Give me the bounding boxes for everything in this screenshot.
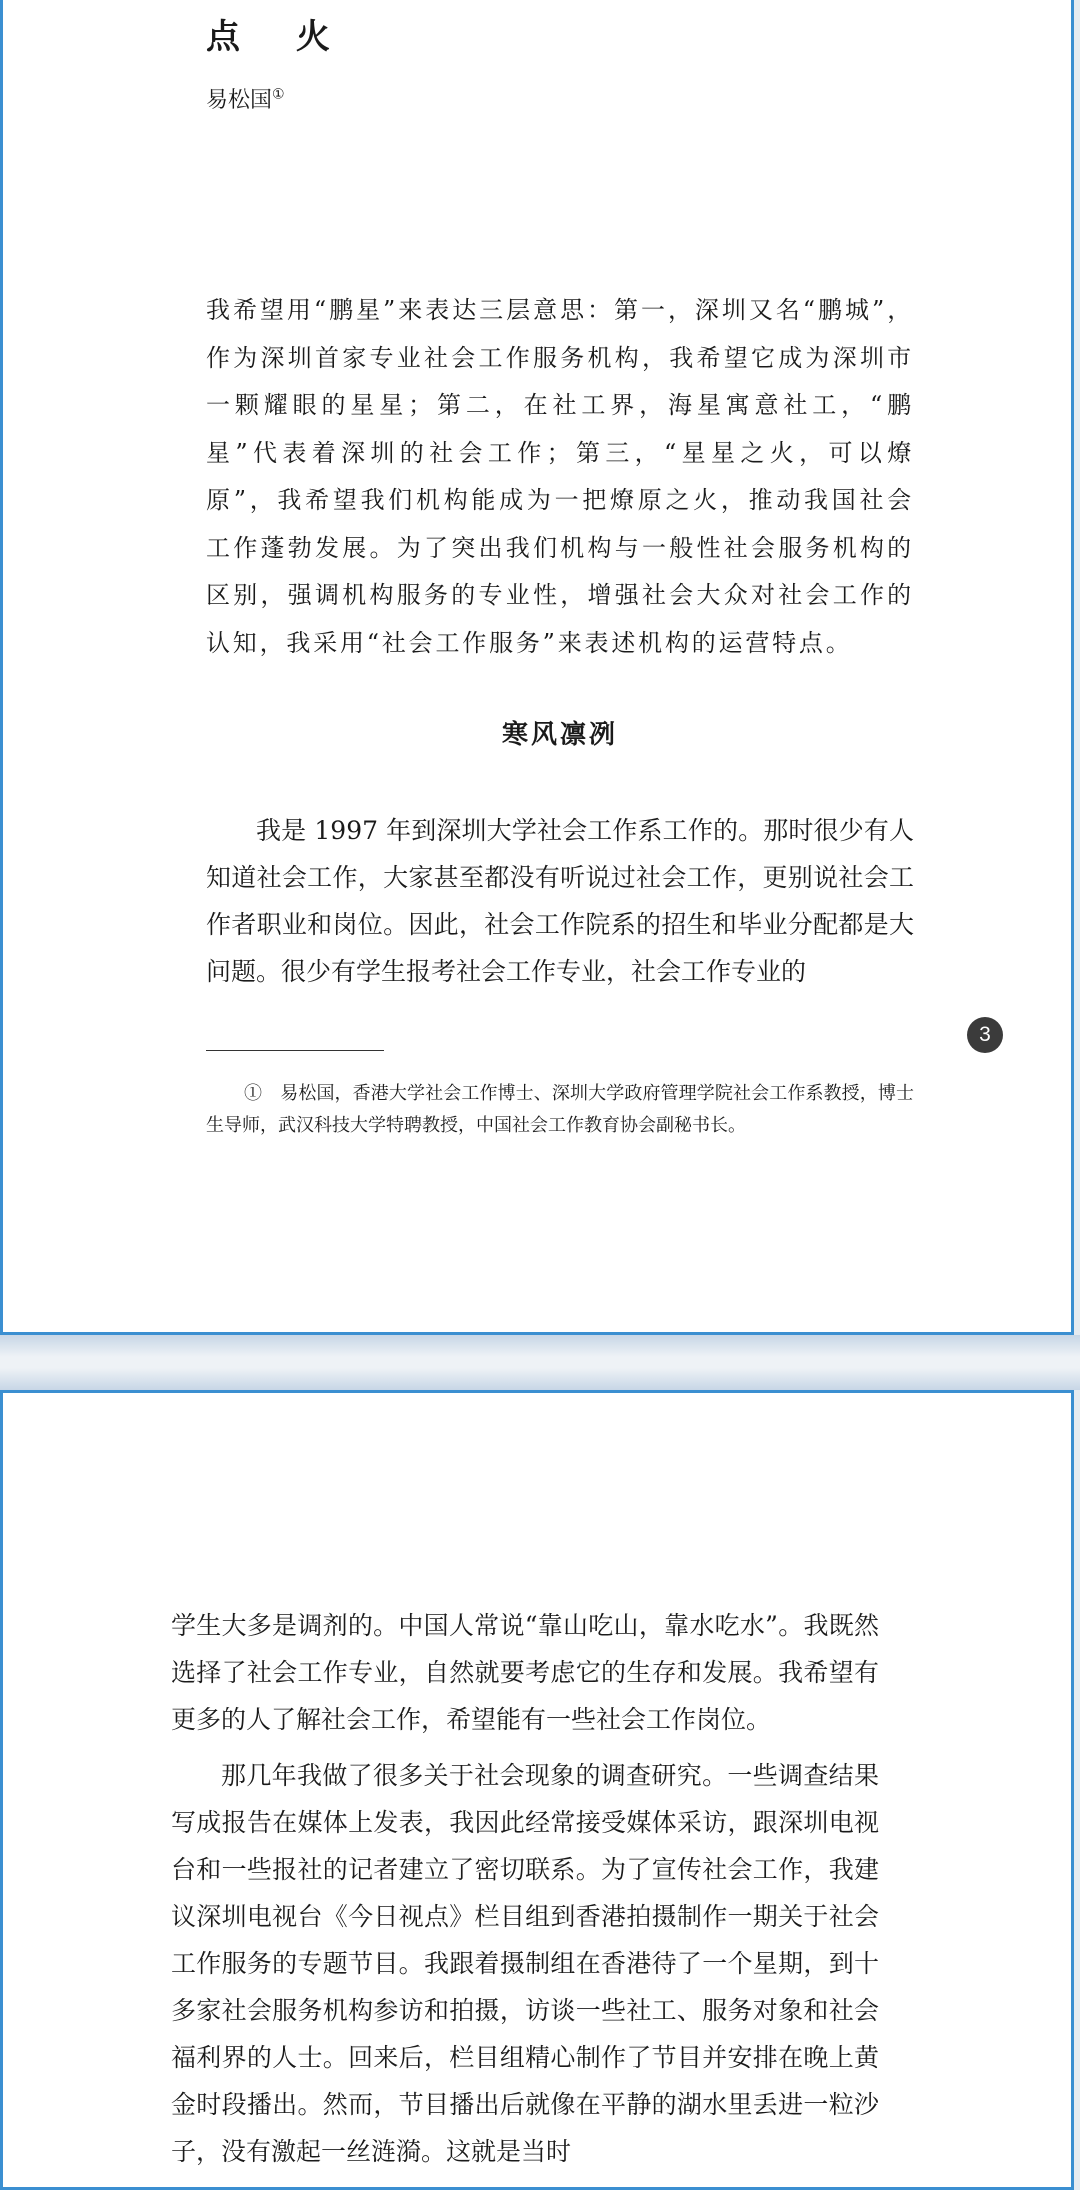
section-heading: 寒风凛冽: [501, 720, 618, 750]
intro-paragraph: 我希望用“鹏星”来表达三层意思：第一，深圳又名“鹏城”，作为深圳首家专业社会工作服务机构，我希望它成为深圳市一颗耀眼的星星；第二，在社工界，海星寓意社工，“鹏星”代表着深圳的社会工作；第三，“星星之火，可以燎原”，我希望我们机构能成为一把燎原之火，推动我国社会工作蓬勃发展。为了突出我们机构与一般性社会服务机构的区别，强调机构服务的专业性，增强社会大众对社会工作的认知，我采用“社会工作服务”来表述机构的运营特点。: [206, 296, 914, 657]
body-paragraph: 我是 1997 年到深圳大学社会工作系工作的。那时很少有人知道社会工作，大家甚至都没有听说过社会工作，更别说社会工作者职业和岗位。因此，社会工作院系的招生和毕业分配都是大问题。很少有学生报考社会工作专业，社会工作专业的: [206, 816, 914, 986]
page-number-badge: 3: [967, 1017, 1003, 1053]
footnote-divider: [206, 1050, 384, 1051]
page-gap: [0, 1335, 1080, 1390]
body-paragraph-continued: 学生大多是调剂的。中国人常说“靠山吃山，靠水吃水”。我既然选择了社会工作专业，自然就要考虑它的生存和发展。我希望有更多的人了解社会工作，希望能有一些社会工作岗位。: [171, 1611, 879, 1734]
footnote: ① 易松国，香港大学社会工作博士、深圳大学政府管理学院社会工作系教授，博士生导师，武汉科技大学特聘教授，中国社会工作教育协会副秘书长。: [206, 1083, 914, 1136]
chapter-title: 点 火: [206, 17, 352, 57]
body-paragraph-2: 那几年我做了很多关于社会现象的调查研究。一些调查结果写成报告在媒体上发表，我因此经常接受媒体采访，跟深圳电视台和一些报社的记者建立了密切联系。为了宣传社会工作，我建议深圳电视台《今日视点》栏目组到香港拍摄制作一期关于社会工作服务的专题节目。我跟着摄制组在香港待了一个星期，到十多家社会服务机构参访和拍摄，访谈一些社工、服务对象和社会福利界的人士。回来后，栏目组精心制作了节目并安排在晚上黄金时段播出。然而，节目播出后就像在平静的湖水里丢进一粒沙子，没有激起一丝涟漪。这就是当时: [171, 1761, 879, 2166]
author-line: [206, 83, 285, 114]
author-name: 易松国: [206, 88, 273, 113]
document-page-2: [0, 1390, 1074, 2190]
author-footnote-mark[interactable]: ①: [272, 86, 285, 103]
